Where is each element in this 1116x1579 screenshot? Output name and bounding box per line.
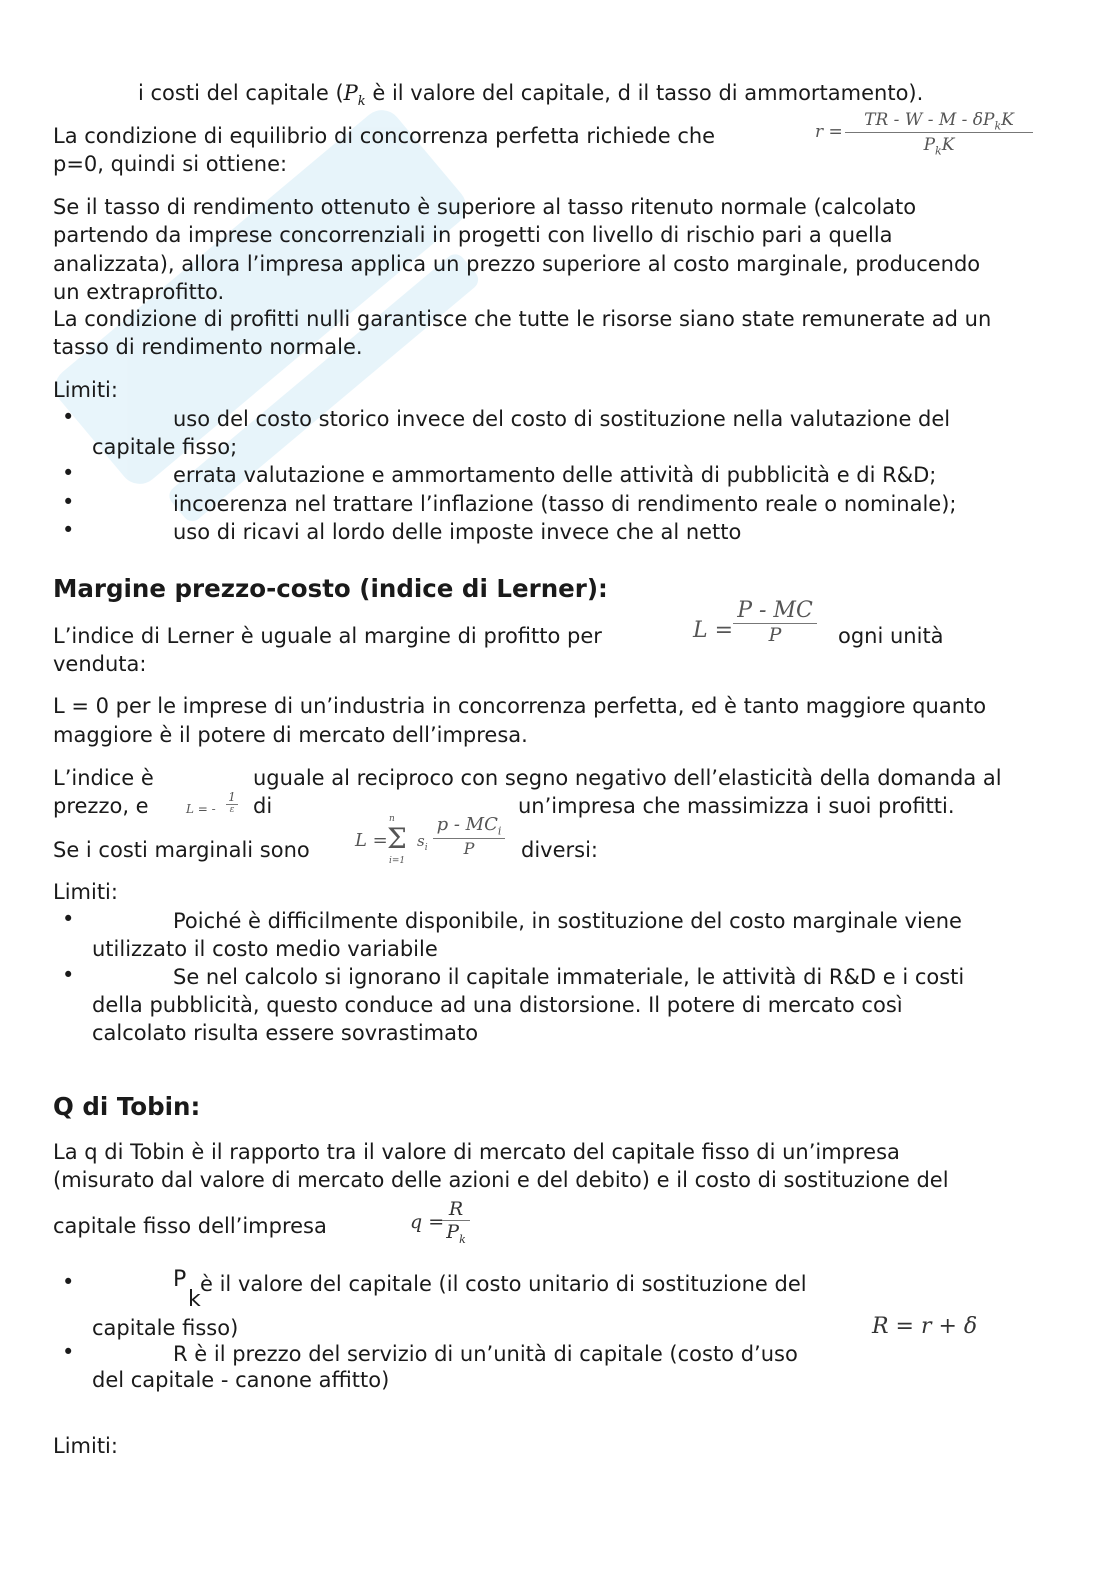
limiti1-item-2: incoerenza nel trattare l’inflazione (tasso di rendimento reale o nominale); <box>173 492 957 516</box>
lerner-line4-c: un’impresa che massimizza i suoi profitti. <box>518 794 955 818</box>
eq-cond-line1: La condizione di equilibrio di concorrenza perfetta richiede che <box>53 124 716 148</box>
pk-symbol: $P_k$ <box>343 81 366 110</box>
limiti2-item-1-cont-1: calcolato risulta essere sovrastimato <box>92 1021 479 1045</box>
bullet: • <box>62 405 75 429</box>
tobin-para-1: (misurato dal valore di mercato delle azioni e del debito) e il costo di sostituzione del <box>53 1168 949 1192</box>
limiti2-item-0: Poiché è difficilmente disponibile, in sostituzione del costo marginale viene <box>173 909 962 933</box>
bullet: • <box>62 1340 75 1364</box>
limiti-label-1: Limiti: <box>53 378 118 402</box>
limiti-label-2: Limiti: <box>53 880 118 904</box>
bullet: • <box>62 1270 75 1294</box>
pk-symbol-tobin: P <box>173 1267 187 1292</box>
limiti1-item-0: uso del costo storico invece del costo di sostituzione nella valutazione del <box>173 407 951 431</box>
limiti2-item-1-cont-0: della pubblicità, questo conduce ad una distorsione. Il potere di mercato così <box>92 993 903 1017</box>
lerner-para-1: maggiore è il potere di mercato dell’impresa. <box>53 723 528 747</box>
lerner-line3-a: L’indice è <box>53 766 154 790</box>
limiti2-item-0-cont: utilizzato il costo medio variabile <box>92 937 438 961</box>
bullet: • <box>62 461 75 485</box>
para-rendimento-3: un extraprofitto. <box>53 280 225 304</box>
pk-subscript: k <box>188 1287 201 1312</box>
lerner-line1-b: ogni unità <box>838 624 944 648</box>
lerner-line3-b: uguale al reciproco con segno negativo dell’elasticità della domanda al <box>253 766 1002 790</box>
lerner-line4-b: di <box>253 794 273 818</box>
tobin-line-cap: capitale fisso dell’impresa <box>53 1214 327 1238</box>
lerner-line5-b: diversi: <box>521 838 598 862</box>
lerner-line4-a: prezzo, e <box>53 794 149 818</box>
limiti1-item-0-cont: capitale fisso; <box>92 435 238 459</box>
bullet: • <box>62 490 75 514</box>
tobin-item-0: è il valore del capitale (il costo unitario di sostituzione del <box>200 1272 807 1296</box>
lerner-para-0: L = 0 per le imprese di un’industria in concorrenza perfetta, ed è tanto maggiore quanto <box>53 694 987 718</box>
tobin-item-1: R è il prezzo del servizio di un’unità di capitale (costo d’uso <box>173 1342 798 1366</box>
lerner-heading: Margine prezzo-costo (indice di Lerner): <box>53 574 608 603</box>
para-rendimento-1: partendo da imprese concorrenziali in progetti con livello di rischio pari a quella <box>53 223 893 247</box>
eq-cond-line2: p=0, quindi si ottiene: <box>53 152 288 176</box>
limiti-label-3: Limiti: <box>53 1434 118 1458</box>
lerner-line2: venduta: <box>53 652 147 676</box>
intro-line: i costi del capitale ($P_k$ è il valore del capitale, d il tasso di ammortamento). <box>138 81 924 110</box>
para-rendimento-0: Se il tasso di rendimento ottenuto è superiore al tasso ritenuto normale (calcolato <box>53 195 917 219</box>
bullet: • <box>62 907 75 931</box>
para-rendimento-5: tasso di rendimento normale. <box>53 335 363 359</box>
limiti1-item-3: uso di ricavi al lordo delle imposte invece che al netto <box>173 520 742 544</box>
tobin-heading: Q di Tobin: <box>53 1092 201 1121</box>
bullet: • <box>62 963 75 987</box>
tobin-item-1-cont: del capitale - canone affitto) <box>92 1368 390 1392</box>
lerner-line1-a: L’indice di Lerner è uguale al margine di profitto per <box>53 624 602 648</box>
para-rendimento-2: analizzata), allora l’impresa applica un prezzo superiore al costo marginale, producendo <box>53 252 981 276</box>
tobin-item-0-cont: capitale fisso) <box>92 1316 239 1340</box>
bullet: • <box>62 518 75 542</box>
limiti2-item-1: Se nel calcolo si ignorano il capitale immateriale, le attività di R&D e i costi <box>173 965 965 989</box>
formula-R: R = r + δ <box>872 1314 978 1339</box>
lerner-line5-a: Se i costi marginali sono <box>53 838 310 862</box>
para-rendimento-4: La condizione di profitti nulli garantisce che tutte le risorse siano state remunerate ad un <box>53 307 992 331</box>
tobin-para-0: La q di Tobin è il rapporto tra il valore di mercato del capitale fisso di un’impresa <box>53 1140 900 1164</box>
limiti1-item-1: errata valutazione e ammortamento delle attività di pubblicità e di R&D; <box>173 463 937 487</box>
